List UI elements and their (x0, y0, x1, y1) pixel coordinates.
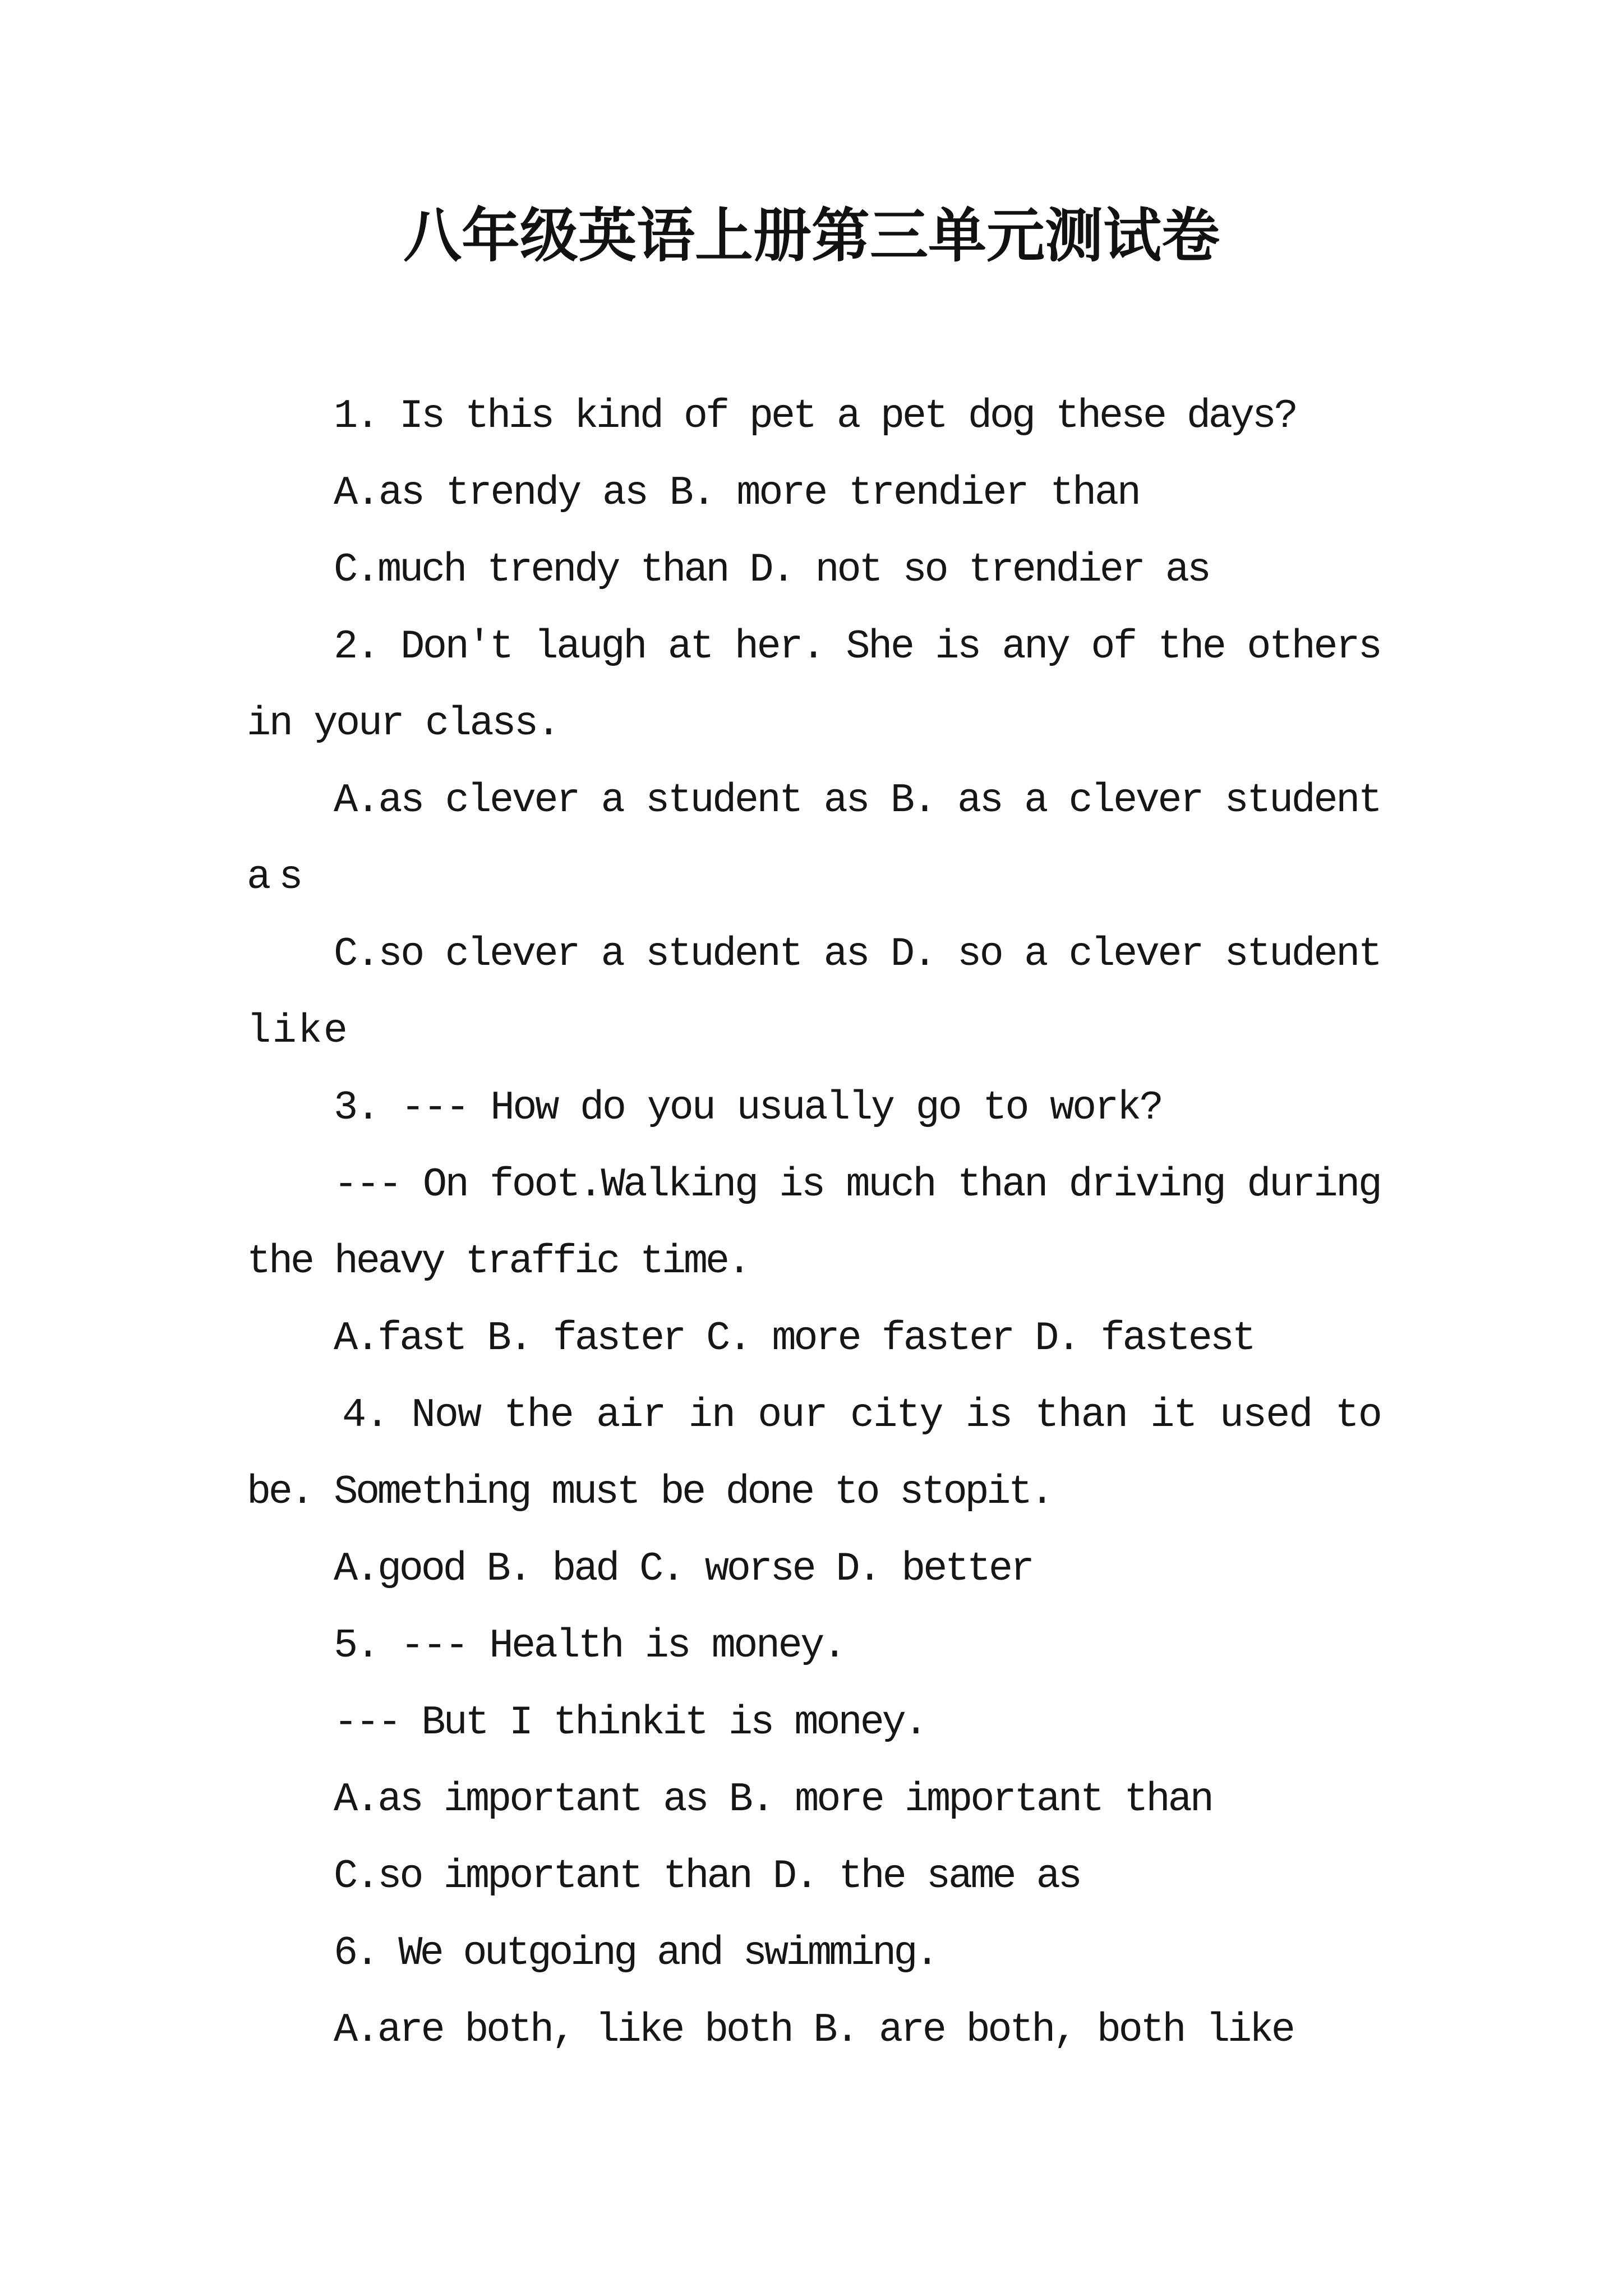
question-6-text: 6. We outgoing and swimming. (334, 1930, 937, 1976)
question-1-text: 1. Is this kind of pet a pet dog these days? (334, 393, 1296, 439)
question-1-options-ab: A.as trendy as B. more trendier than (334, 470, 1140, 516)
question-1-options-cd: C.much trendy than D. not so trendier as (334, 547, 1209, 593)
question-2-options-cd-cont: like (247, 1008, 349, 1054)
question-2-options-cd: C.so clever a student as D. so a clever student (334, 931, 1381, 977)
question-5-options-ab: A.as important as B. more important than (334, 1777, 1212, 1823)
question-2-options-ab: A.as clever a student as B. as a clever student (334, 777, 1381, 823)
question-5-options-cd: C.so important than D. the same as (334, 1853, 1080, 1899)
question-6-options-ab: A.are both, like both B. are both, both like (334, 2007, 1293, 2053)
question-3-reply: --- On foot.Walking is much than driving during (334, 1162, 1381, 1208)
question-4-text: 4. Now the air in our city is than it used to (342, 1392, 1381, 1438)
question-2-text: 2. Don't laugh at her. She is any of the others (334, 624, 1381, 670)
question-3-text: 3. --- How do you usually go to work? (334, 1085, 1162, 1131)
page-title: 八年级英语上册第三单元测试卷 (403, 201, 1220, 270)
question-2-text-cont: in your class. (247, 701, 559, 747)
question-4-text-cont: be. Something must be done to stopit. (247, 1469, 1052, 1515)
question-5-reply: --- But I thinkit is money. (334, 1700, 926, 1746)
question-4-options: A.good B. bad C. worse D. better (334, 1546, 1032, 1592)
question-2-options-ab-cont: as (247, 854, 311, 900)
question-3-reply-cont: the heavy traffic time. (247, 1239, 749, 1285)
question-5-text: 5. --- Health is money. (334, 1623, 845, 1669)
question-3-options: A.fast B. faster C. more faster D. fastest (334, 1315, 1254, 1361)
